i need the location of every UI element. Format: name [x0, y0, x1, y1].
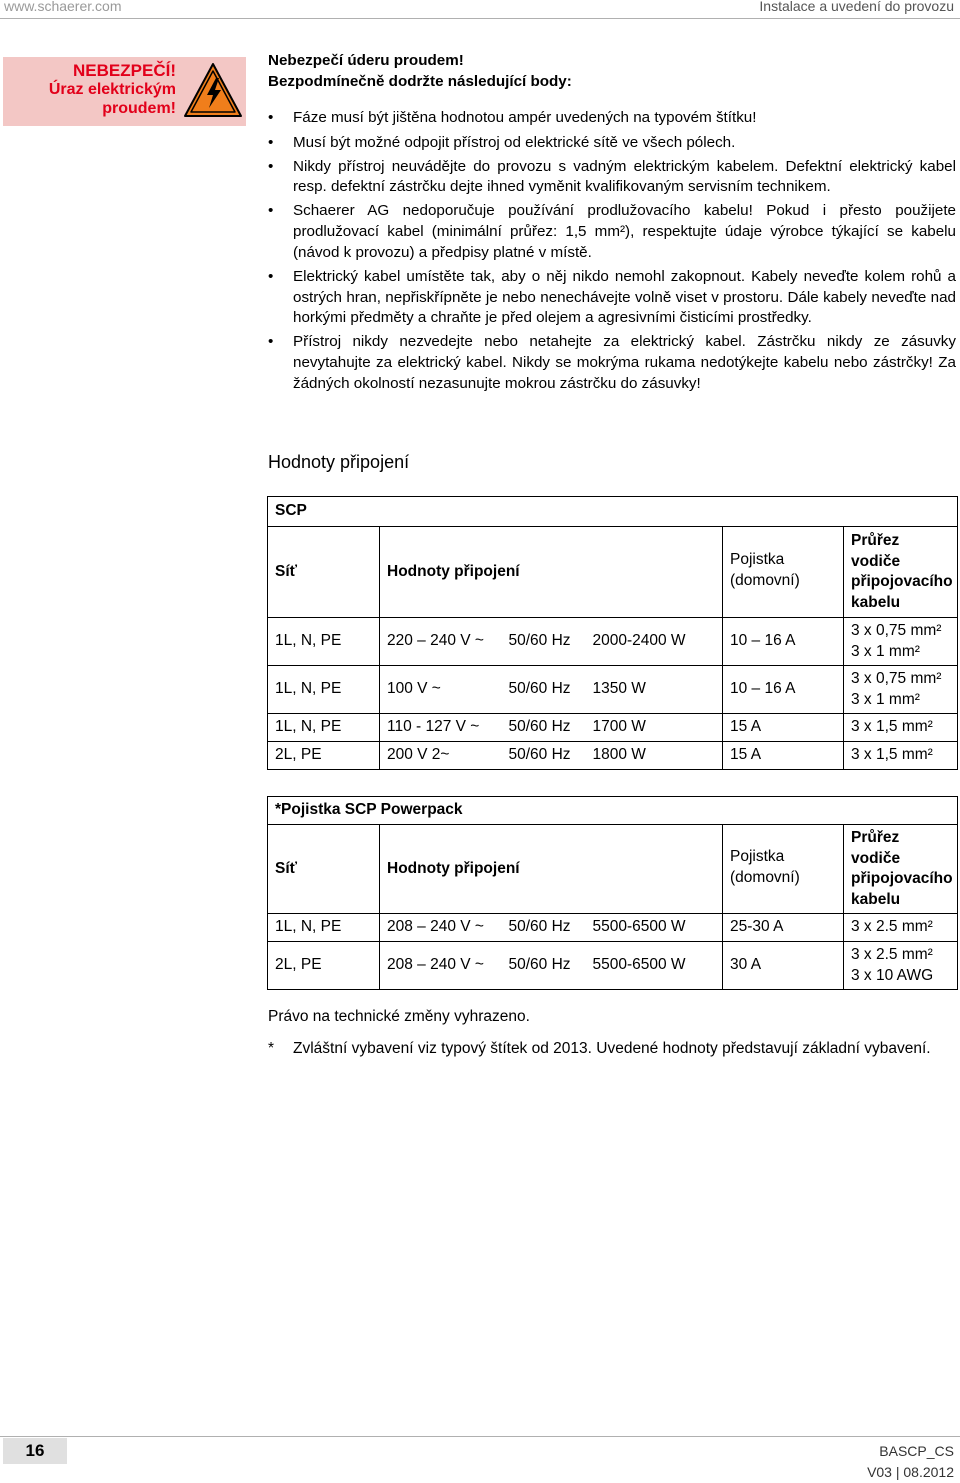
header-rule: [0, 18, 960, 19]
section-title-header: Instalace a uvedení do provozu: [759, 0, 954, 14]
list-item: • Nikdy přístroj neuvádějte do provozu s vadným elektrickým kabelem. Defektní elektrický kabel resp. defektní zástrčku dejte ihned vyměnit kvalifikovaným servisním technikem.: [268, 157, 956, 198]
table-cell: 50/60 Hz: [502, 914, 586, 942]
section-heading: Hodnoty připojení: [268, 452, 410, 472]
fuse-header-table1: Pojistka (domovní): [730, 551, 800, 589]
table-cell: 5500-6500 W: [586, 914, 723, 942]
table-cell: 50/60 Hz: [502, 942, 586, 990]
safety-instructions: [268, 51, 956, 398]
column-header-net: Síť: [268, 825, 380, 914]
danger-line-3: proudem!: [102, 100, 176, 117]
table-caption: *Pojistka SCP Powerpack: [268, 797, 958, 825]
table-cell: 208 – 240 V ~: [380, 914, 502, 942]
intro-line-2: Bezpodmínečně dodržte následující body:: [268, 72, 572, 90]
list-item: • Fáze musí být jištěna hodnotou ampér uvedených na typovém štítku!: [268, 108, 956, 129]
document-version: V03 | 08.2012: [867, 1464, 954, 1480]
table-cell: 5500-6500 W: [586, 942, 723, 990]
danger-title: NEBEZPEČÍ!: [73, 61, 176, 80]
list-item: • Musí být možné odpojit přístroj od elektrické sítě ve všech pólech.: [268, 133, 956, 154]
table-cell: 1700 W: [586, 714, 723, 742]
fuse-header-divider: [722, 824, 723, 913]
table-cell: 1L, N, PE: [268, 914, 380, 942]
column-header-net: Síť: [268, 527, 380, 618]
table-cell: 220 – 240 V ~: [380, 618, 502, 666]
table-cell: 100 V ~: [380, 666, 502, 714]
table-cell: 3 x 1,5 mm²: [844, 742, 958, 770]
table-cell: 50/60 Hz: [502, 618, 586, 666]
footnote: [268, 1039, 956, 1060]
electric-shock-warning-icon: [183, 62, 243, 118]
footnote-marker: *: [268, 1040, 275, 1057]
table-cell: 1350 W: [586, 666, 723, 714]
fuse-header-table2: Pojistka (domovní): [730, 848, 800, 886]
table-cell: 208 – 240 V ~: [380, 942, 502, 990]
danger-label: [14, 61, 176, 118]
column-header-cable: Průřez vodiče připojovacího kabelu: [844, 527, 958, 618]
table-cell: 10 – 16 A: [723, 666, 844, 714]
footnote-text: Zvláštní vybavení viz typový štítek od 2013. Uvedené hodnoty představují základní vybavení.: [293, 1040, 931, 1057]
column-header-values: Hodnoty připojení: [380, 825, 844, 914]
list-item: • Elektrický kabel umístěte tak, aby o něj nikdo nemohl zakopnout. Kabely neveďte kolem rohů a ostrých hran, nepřiskřípněte je nebo nenechávejte volně viset v prostoru. Dále kabely neveďte nad horkými předměty a chraňte je před olejem a agresivními čisticími prostředky.: [268, 267, 956, 329]
danger-line-2: Úraz elektrickým: [48, 81, 176, 98]
table-cell: 3 x 0,75 mm² 3 x 1 mm²: [844, 618, 958, 666]
table-cell: 1800 W: [586, 742, 723, 770]
page-number: 16: [3, 1438, 67, 1464]
connection-values-table-powerpack: [267, 796, 958, 990]
table-cell: 3 x 1,5 mm²: [844, 714, 958, 742]
table-cell: 200 V 2~: [380, 742, 502, 770]
website-url: www.schaerer.com: [4, 0, 122, 14]
table-cell: 110 - 127 V ~: [380, 714, 502, 742]
list-item: • Přístroj nikdy nezvedejte nebo netahejte za elektrický kabel. Zástrčku nikdy ze zásuvky nevytahujte za elektrický kabel. Nikdy se mokrýma rukama nedotýkejte kabelu nebo zástrčky! Za žádných okolností nezasunujte mokrou zástrčku do zásuvky!: [268, 332, 956, 394]
table-cell: 50/60 Hz: [502, 666, 586, 714]
footer-rule: [0, 1436, 960, 1437]
table-cell: 3 x 0,75 mm² 3 x 1 mm²: [844, 666, 958, 714]
table-cell: 50/60 Hz: [502, 714, 586, 742]
document-info: [867, 1441, 954, 1483]
document-code: BASCP_CS: [879, 1443, 954, 1459]
rights-note: Právo na technické změny vyhrazeno.: [268, 1008, 530, 1025]
table-cell: 1L, N, PE: [268, 714, 380, 742]
connection-values-table-scp: [267, 496, 958, 770]
table-cell: 50/60 Hz: [502, 742, 586, 770]
column-header-cable: Průřez vodiče připojovacího kabelu: [844, 825, 958, 914]
column-header-values: Hodnoty připojení: [380, 527, 844, 618]
table-cell: 25-30 A: [723, 914, 844, 942]
table-cell: 10 – 16 A: [723, 618, 844, 666]
table-cell: 15 A: [723, 742, 844, 770]
intro-line-1: Nebezpečí úderu proudem!: [268, 52, 464, 69]
table-cell: 3 x 2.5 mm² 3 x 10 AWG: [844, 942, 958, 990]
table-caption: SCP: [268, 497, 958, 527]
table-cell: 1L, N, PE: [268, 618, 380, 666]
fuse-header-divider: [722, 526, 723, 617]
bullet-list: [268, 108, 956, 394]
table-cell: 2L, PE: [268, 742, 380, 770]
table-cell: 3 x 2.5 mm²: [844, 914, 958, 942]
table-cell: 30 A: [723, 942, 844, 990]
table-cell: 2L, PE: [268, 942, 380, 990]
table-cell: 2000-2400 W: [586, 618, 723, 666]
table-cell: 1L, N, PE: [268, 666, 380, 714]
table-cell: 15 A: [723, 714, 844, 742]
list-item: • Schaerer AG nedoporučuje používání prodlužovacího kabelu! Pokud i přesto použijete prodlužovací kabel (minimální průřez: 1,5 mm²), respektujte údaje výrobce týkající se kabelu (návod k provozu) a předpisy platné v místě.: [268, 201, 956, 263]
